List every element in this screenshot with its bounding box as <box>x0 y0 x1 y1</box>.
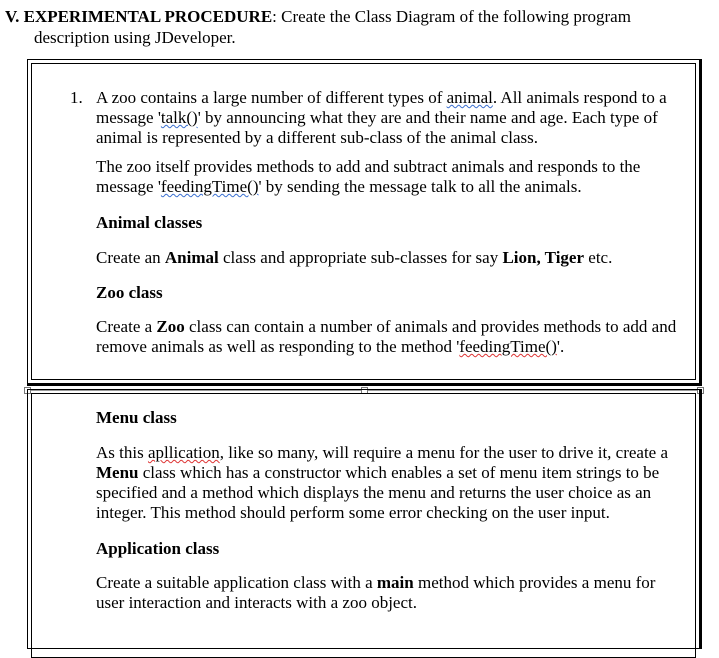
heading-application-class: Application class <box>96 539 220 558</box>
heading-menu-class: Menu class <box>96 408 177 427</box>
paragraph-application-class: Create a suitable application class with a main method which provides a menu for user interaction and interacts with a zoo object. <box>96 573 656 612</box>
spell-check-word[interactable]: feedingTime() <box>160 177 259 196</box>
section-text: : Create the Class Diagram of the following program <box>272 7 631 26</box>
section-text-line2: description using JDeveloper. <box>34 28 236 47</box>
section-heading <box>5 6 705 48</box>
paragraph-zoo-class: Create a Zoo class can contain a number of animals and provides methods to add and remove animals as well as responding to the method 'feedingTime()'. <box>96 317 677 356</box>
paragraph-menu-class: As this apllication, like so many, will require a menu for the user to drive it, create a Menu class which has a constructor which enables a set of menu item strings to be specified and a method which displays the menu and returns the user choice as an integer. This method should perform some error checking on the user input. <box>96 443 669 522</box>
spell-check-word[interactable]: talk() <box>160 108 198 127</box>
spell-check-word[interactable]: feedingTime() <box>459 337 557 356</box>
list-item <box>70 88 686 148</box>
paragraph-animal-classes: Create an Animal class and appropriate sub-classes for say Lion, Tiger etc. <box>96 248 613 267</box>
spell-check-word[interactable]: animal <box>446 88 493 107</box>
heading-animal-classes: Animal classes <box>96 213 203 232</box>
list-number: 1. <box>70 88 83 107</box>
heading-zoo-class: Zoo class <box>96 283 163 302</box>
spell-check-word[interactable]: apllication <box>147 443 220 462</box>
paragraph-zoo-methods: The zoo itself provides methods to add and subtract animals and responds to the message 'feedingTime()' by sending the message talk to all the animals. <box>96 157 641 196</box>
section-label: V. EXPERIMENTAL PROCEDURE <box>5 7 273 26</box>
paragraph-zoo-animals: A zoo contains a large number of different types of animal. All animals respond to a message 'talk()' by announcing what they are and their name and age. Each type of animal is represented by a different sub-class of the animal class. <box>96 88 667 147</box>
